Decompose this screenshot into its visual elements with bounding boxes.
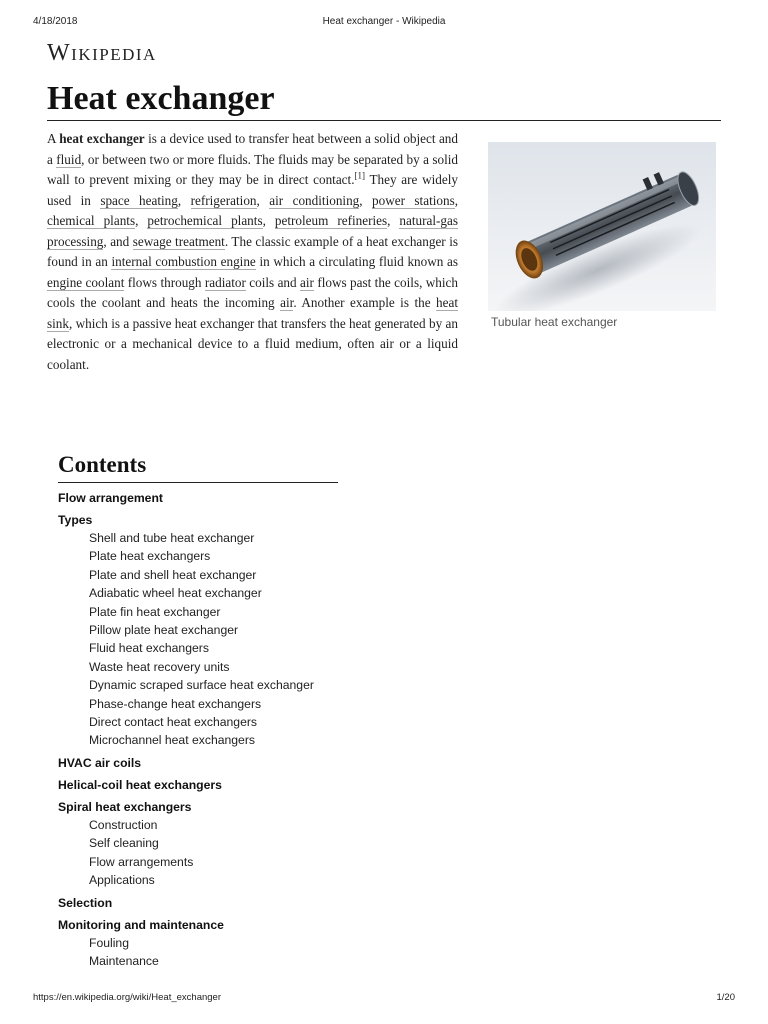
wikipedia-wordmark[interactable]: Wikipedia [47, 40, 157, 66]
toc-subsection-link[interactable]: Plate fin heat exchanger [89, 604, 221, 619]
wiki-link[interactable]: radiator [204, 274, 246, 290]
lead-text: , which is a passive heat exchanger that transfers the heat generated by an electronic or a mechanical device to a fluid medium, often air or a liquid coolant. [47, 315, 458, 372]
toc-subsection-link[interactable]: Phase-change heat exchangers [89, 696, 262, 711]
toc-section [58, 754, 358, 772]
wiki-link[interactable]: space heating [100, 192, 178, 208]
toc-subsection-list [89, 934, 358, 971]
toc-subsection-list [89, 529, 358, 750]
toc-section [58, 894, 358, 912]
wiki-link[interactable]: air conditioning [269, 192, 360, 208]
toc-subsection-list [89, 816, 358, 890]
lead-text: , [359, 192, 373, 208]
toc-subsection-link[interactable]: Flow arrangements [89, 854, 194, 869]
wiki-link[interactable]: sewage treatment [132, 233, 225, 249]
toc-subsection-link[interactable]: Construction [89, 817, 158, 832]
lead-bold-term: heat exchanger [59, 131, 145, 146]
wiki-link[interactable]: air [280, 295, 294, 310]
lead-text: flows past the coils, which cools the coolant and heats the incoming [47, 274, 458, 310]
lead-text: , [387, 213, 400, 228]
toc-subsection-link[interactable]: Applications [89, 873, 155, 888]
toc-section-link[interactable]: Types [58, 513, 93, 527]
toc-section [58, 511, 358, 750]
toc-subsection-link[interactable]: Plate heat exchangers [89, 549, 211, 564]
toc-title: Contents [58, 450, 338, 483]
toc-section-link[interactable]: Monitoring and maintenance [58, 917, 224, 932]
wiki-link[interactable]: power stations [372, 192, 455, 208]
heat-exchanger-illustration [488, 142, 716, 311]
citation-link[interactable]: [1] [354, 170, 365, 181]
wiki-link[interactable]: petrochemical plants [147, 213, 263, 228]
toc-subsection-link[interactable]: Self cleaning [89, 836, 159, 851]
wiki-link[interactable]: petroleum refineries [274, 213, 388, 228]
table-of-contents [58, 450, 358, 970]
wiki-link[interactable]: internal combustion engine [111, 254, 256, 269]
print-footer [33, 992, 735, 1006]
print-header [33, 14, 735, 30]
lead-text: coils and [245, 274, 301, 290]
wiki-link[interactable]: fluid [56, 151, 82, 167]
wiki-link[interactable]: chemical plants [47, 213, 136, 228]
toc-subsection-link[interactable]: Waste heat recovery units [89, 659, 230, 674]
toc-section [58, 776, 358, 794]
lead-text: is a device used to transfer heat between a solid object and a [47, 131, 458, 167]
lead-text: A [47, 131, 60, 146]
toc-section-link[interactable]: Flow arrangement [58, 491, 163, 505]
wiki-link[interactable]: engine coolant [47, 274, 125, 290]
wiki-link[interactable]: air [300, 274, 314, 290]
toc-section [58, 489, 358, 507]
tubular-heat-exchanger-image[interactable] [488, 142, 716, 311]
page-title: Heat exchanger [47, 78, 721, 121]
print-page-number: 1/20 [716, 992, 735, 1003]
toc-subsection-link[interactable]: Fluid heat exchangers [89, 641, 209, 656]
toc-section [58, 916, 358, 971]
toc-subsection-link[interactable]: Pillow plate heat exchanger [89, 623, 239, 638]
lead-text: They are widely used in [47, 172, 458, 208]
toc-subsection-link[interactable]: Shell and tube heat exchanger [89, 531, 255, 545]
toc-section-link[interactable]: Selection [58, 895, 113, 910]
toc-section-link[interactable]: HVAC air coils [58, 755, 142, 770]
lead-text: , [262, 213, 275, 228]
wiki-link[interactable]: refrigeration [190, 192, 257, 208]
toc-list [58, 489, 358, 970]
print-date: 4/18/2018 [33, 16, 78, 27]
lead-text: in which a circulating fluid known as [255, 254, 458, 269]
wiki-link[interactable]: natural-gas processing [47, 213, 459, 249]
lead-text: , and [103, 233, 133, 249]
lead-text: flows through [124, 274, 205, 290]
toc-section [58, 798, 358, 890]
image-caption: Tubular heat exchanger [491, 315, 618, 329]
lead-text: , [256, 192, 270, 208]
wiki-link[interactable]: heat sink [47, 295, 458, 331]
toc-section-link[interactable]: Helical-coil heat exchangers [58, 777, 222, 792]
print-title: Heat exchanger - Wikipedia [322, 16, 446, 27]
toc-subsection-link[interactable]: Adiabatic wheel heat exchanger [89, 586, 262, 601]
toc-subsection-link[interactable]: Microchannel heat exchangers [89, 733, 255, 748]
lead-text: , [177, 192, 191, 208]
toc-section-link[interactable]: Spiral heat exchangers [58, 799, 192, 814]
lead-text: , [454, 192, 459, 208]
toc-subsection-link[interactable]: Direct contact heat exchangers [89, 715, 258, 730]
toc-subsection-link[interactable]: Plate and shell heat exchanger [89, 567, 257, 582]
toc-subsection-link[interactable]: Maintenance [89, 953, 159, 968]
lead-paragraph [47, 129, 458, 375]
toc-subsection-link[interactable]: Dynamic scraped surface heat exchanger [89, 678, 314, 693]
toc-subsection-link[interactable]: Fouling [89, 935, 129, 950]
print-url[interactable]: https://en.wikipedia.org/wiki/Heat_exchanger [33, 992, 221, 1003]
lead-text: . Another example is the [293, 295, 437, 310]
lead-text: . The classic example of a heat exchanger is found in an [47, 233, 458, 269]
lead-text: , [135, 213, 148, 228]
lead-text: , or between two or more fluids. The fluids may be separated by a solid wall to prevent mixing or they may be in direct contact. [47, 151, 458, 187]
